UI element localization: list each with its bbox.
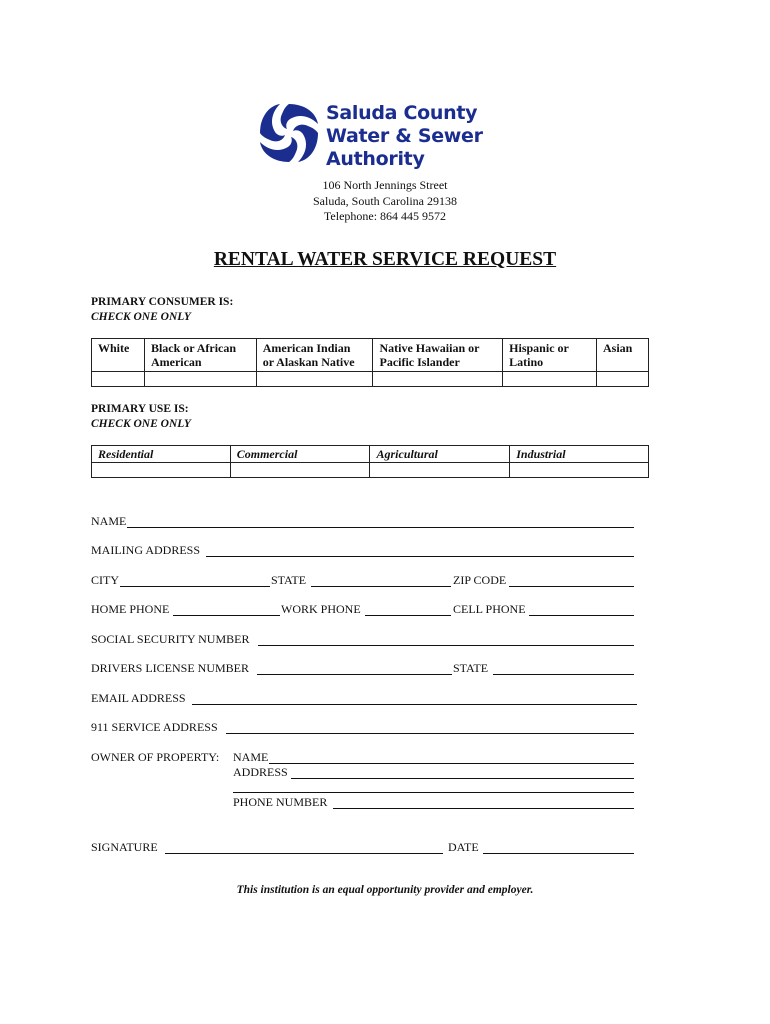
checkbox-residential[interactable] xyxy=(92,463,231,478)
owner-phone-label: PHONE NUMBER xyxy=(233,795,328,809)
work-phone-label: WORK PHONE xyxy=(281,602,361,616)
consumer-option-text: Black or African xyxy=(150,341,237,355)
dl-state-label: STATE xyxy=(453,661,489,675)
home-phone-label: HOME PHONE xyxy=(91,602,170,616)
service-address-field[interactable] xyxy=(226,733,634,734)
checkbox-commercial[interactable] xyxy=(230,463,370,478)
checkbox-hispanic[interactable] xyxy=(503,372,597,387)
consumer-option-text: Latino xyxy=(509,355,544,369)
logo-wordmark xyxy=(326,102,483,171)
consumer-option-native-hawaiian xyxy=(373,339,503,372)
consumer-label: PRIMARY CONSUMER IS: xyxy=(91,296,234,308)
name-field[interactable] xyxy=(127,527,634,528)
owner-address-field-2[interactable] xyxy=(233,792,634,793)
consumer-sub-label: CHECK ONE ONLY xyxy=(91,311,191,323)
consumer-section-label xyxy=(91,295,233,325)
mailing-address-label: MAILING ADDRESS xyxy=(91,543,201,557)
consumer-option-white xyxy=(92,339,145,372)
use-sub-label: CHECK ONE ONLY xyxy=(91,418,191,430)
form-title: RENTAL WATER SERVICE REQUEST xyxy=(213,249,557,270)
city-label: CITY xyxy=(91,573,119,587)
email-label: EMAIL ADDRESS xyxy=(91,691,186,705)
equal-opportunity-statement: This institution is an equal opportunity provider and employer. xyxy=(236,884,534,896)
checkbox-agricultural[interactable] xyxy=(370,463,510,478)
checkbox-black[interactable] xyxy=(144,372,256,387)
consumer-option-asian xyxy=(597,339,649,372)
checkbox-industrial[interactable] xyxy=(510,463,649,478)
use-section-label xyxy=(91,402,191,432)
use-options-table xyxy=(91,445,649,478)
logo-line-1: Saluda County xyxy=(326,102,478,124)
owner-address-field[interactable] xyxy=(291,778,634,779)
service-address-label: 911 SERVICE ADDRESS xyxy=(91,720,218,734)
zip-field[interactable] xyxy=(509,586,634,587)
use-label: PRIMARY USE IS: xyxy=(91,403,189,415)
checkbox-american-indian[interactable] xyxy=(256,372,373,387)
signature-label: SIGNATURE xyxy=(91,840,158,854)
logo-line-3: Authority xyxy=(326,148,425,170)
mailing-address-field[interactable] xyxy=(206,556,634,557)
use-option-agricultural: Agricultural xyxy=(370,446,510,463)
ssn-field[interactable] xyxy=(258,645,634,646)
logo-line-2: Water & Sewer xyxy=(326,125,483,147)
checkbox-white[interactable] xyxy=(92,372,145,387)
address-city: Saluda, South Carolina 29138 xyxy=(313,193,457,208)
address-street: 106 North Jennings Street xyxy=(322,178,448,192)
use-option-commercial: Commercial xyxy=(230,446,370,463)
drivers-license-field[interactable] xyxy=(257,674,452,675)
ssn-label: SOCIAL SECURITY NUMBER xyxy=(91,632,250,646)
cell-phone-label: CELL PHONE xyxy=(453,602,526,616)
consumer-option-black xyxy=(144,339,256,372)
owner-name-label: NAME xyxy=(233,750,269,764)
swirl-logo-icon xyxy=(254,98,324,168)
drivers-license-label: DRIVERS LICENSE NUMBER xyxy=(91,661,250,675)
city-field[interactable] xyxy=(120,586,270,587)
name-label: NAME xyxy=(91,514,127,528)
consumer-option-text: Pacific Islander xyxy=(379,355,460,369)
owner-address-label: ADDRESS xyxy=(233,765,288,779)
state-field[interactable] xyxy=(311,586,451,587)
consumer-option-text: Hispanic or xyxy=(509,341,569,355)
consumer-option-text: or Alaskan Native xyxy=(262,355,355,369)
checkbox-asian[interactable] xyxy=(597,372,649,387)
checkbox-native-hawaiian[interactable] xyxy=(373,372,503,387)
consumer-option-text: American xyxy=(150,355,202,369)
consumer-option-text: Asian xyxy=(603,341,633,355)
consumer-option-text: White xyxy=(98,341,130,355)
consumer-option-hispanic xyxy=(503,339,597,372)
date-label: DATE xyxy=(448,840,479,854)
signature-field[interactable] xyxy=(165,853,443,854)
dl-state-field[interactable] xyxy=(493,674,634,675)
consumer-options-table xyxy=(91,338,649,387)
consumer-option-text: American Indian xyxy=(262,341,351,355)
consumer-option-text: Native Hawaiian or xyxy=(379,341,480,355)
authority-address xyxy=(0,178,770,225)
owner-name-field[interactable] xyxy=(269,763,634,764)
state-label: STATE xyxy=(271,573,307,587)
cell-phone-field[interactable] xyxy=(529,615,634,616)
zip-label: ZIP CODE xyxy=(453,573,507,587)
home-phone-field[interactable] xyxy=(173,615,280,616)
owner-of-property-label: OWNER OF PROPERTY: xyxy=(91,750,220,764)
use-option-residential: Residential xyxy=(92,446,231,463)
use-option-industrial: Industrial xyxy=(510,446,649,463)
work-phone-field[interactable] xyxy=(365,615,451,616)
authority-logo xyxy=(254,98,516,176)
owner-phone-field[interactable] xyxy=(333,808,634,809)
email-field[interactable] xyxy=(192,704,637,705)
date-field[interactable] xyxy=(483,853,634,854)
consumer-option-american-indian xyxy=(256,339,373,372)
address-telephone: Telephone: 864 445 9572 xyxy=(323,209,447,223)
